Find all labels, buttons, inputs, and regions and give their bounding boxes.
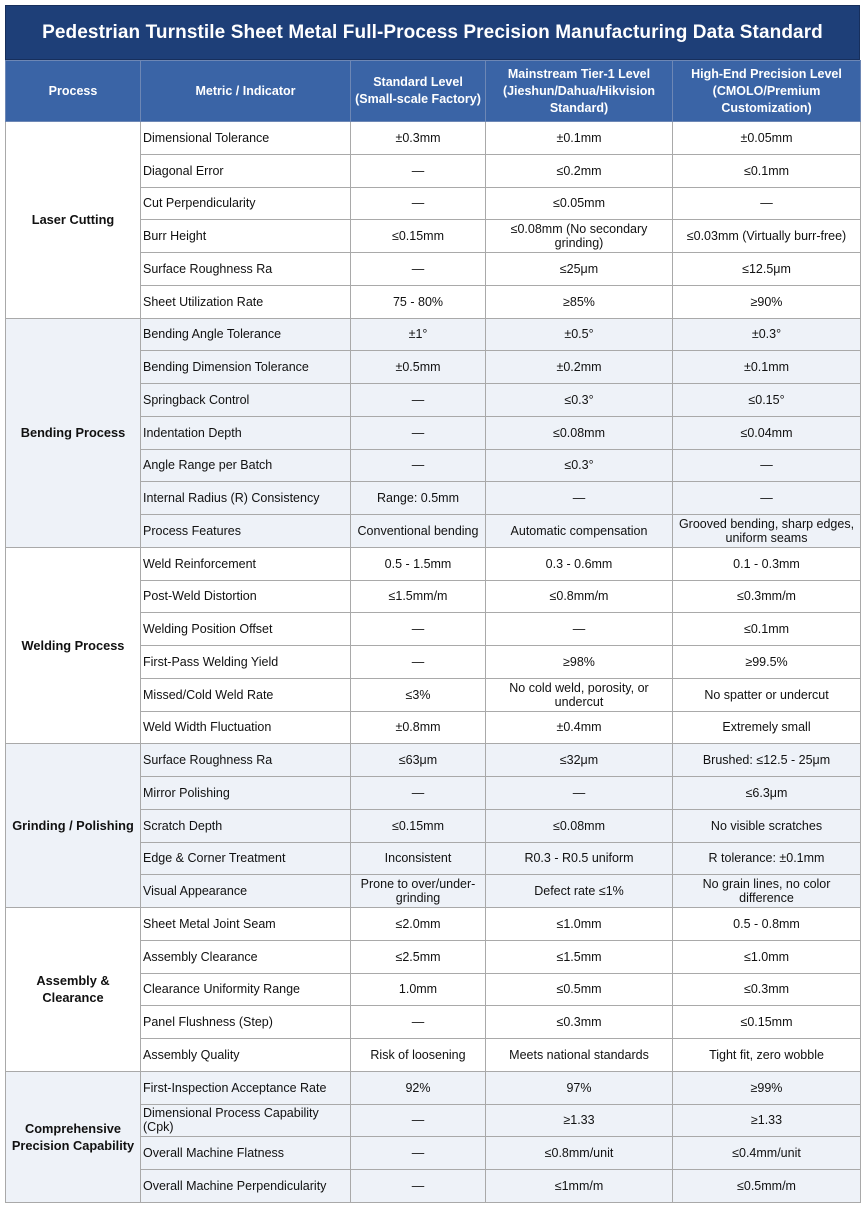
metric-cell: Post-Weld Distortion xyxy=(141,580,351,613)
highend-level-cell: — xyxy=(673,482,861,515)
metric-cell: Dimensional Process Capability (Cpk) xyxy=(141,1104,351,1137)
metric-cell: Dimensional Tolerance xyxy=(141,122,351,155)
metric-cell: Sheet Utilization Rate xyxy=(141,285,351,318)
highend-level-cell: ≥99.5% xyxy=(673,646,861,679)
mainstream-level-cell: Meets national standards xyxy=(486,1039,673,1072)
metric-cell: Clearance Uniformity Range xyxy=(141,973,351,1006)
header-highend-level: High-End Precision Level (CMOLO/Premium Customization) xyxy=(673,61,861,122)
process-group xyxy=(6,1071,861,1202)
metric-cell: Weld Reinforcement xyxy=(141,547,351,580)
highend-level-cell: R tolerance: ±0.1mm xyxy=(673,842,861,875)
standard-level-cell: ±1° xyxy=(351,318,486,351)
mainstream-level-cell: ≥85% xyxy=(486,285,673,318)
metric-cell: Surface Roughness Ra xyxy=(141,253,351,286)
table-row xyxy=(6,318,861,351)
highend-level-cell: ≤0.1mm xyxy=(673,613,861,646)
mainstream-level-cell: 97% xyxy=(486,1071,673,1104)
standard-level-cell: Prone to over/under-grinding xyxy=(351,875,486,908)
highend-level-cell: 0.5 - 0.8mm xyxy=(673,908,861,941)
mainstream-level-cell: ≤32μm xyxy=(486,744,673,777)
highend-level-cell: Extremely small xyxy=(673,711,861,744)
process-group xyxy=(6,547,861,744)
metric-cell: Overall Machine Flatness xyxy=(141,1137,351,1170)
metric-cell: Bending Angle Tolerance xyxy=(141,318,351,351)
header-metric: Metric / Indicator xyxy=(141,61,351,122)
metric-cell: Weld Width Fluctuation xyxy=(141,711,351,744)
process-group xyxy=(6,908,861,1072)
metric-cell: Surface Roughness Ra xyxy=(141,744,351,777)
highend-level-cell: ≤0.3mm xyxy=(673,973,861,1006)
highend-level-cell: ±0.1mm xyxy=(673,351,861,384)
standard-level-cell: 92% xyxy=(351,1071,486,1104)
process-name-cell: Bending Process xyxy=(6,318,141,547)
mainstream-level-cell: ≤1.0mm xyxy=(486,908,673,941)
highend-level-cell: — xyxy=(673,187,861,220)
standard-level-cell: Conventional bending xyxy=(351,515,486,548)
standard-level-cell: — xyxy=(351,416,486,449)
standard-level-cell: Range: 0.5mm xyxy=(351,482,486,515)
standard-level-cell: ±0.5mm xyxy=(351,351,486,384)
highend-level-cell: — xyxy=(673,449,861,482)
standard-level-cell: — xyxy=(351,154,486,187)
header-mainstream-level: Mainstream Tier-1 Level (Jieshun/Dahua/Hikvision Standard) xyxy=(486,61,673,122)
mainstream-level-cell: ≤0.3° xyxy=(486,449,673,482)
document-title: Pedestrian Turnstile Sheet Metal Full-Process Precision Manufacturing Data Standard xyxy=(5,5,860,60)
process-name-cell: Laser Cutting xyxy=(6,122,141,319)
standard-level-cell: — xyxy=(351,1006,486,1039)
highend-level-cell: ≤0.15mm xyxy=(673,1006,861,1039)
highend-level-cell: ≤1.0mm xyxy=(673,940,861,973)
mainstream-level-cell: ±0.4mm xyxy=(486,711,673,744)
highend-level-cell: No grain lines, no color difference xyxy=(673,875,861,908)
highend-level-cell: ≤0.1mm xyxy=(673,154,861,187)
process-name-cell: Grinding / Polishing xyxy=(6,744,141,908)
metric-cell: Assembly Clearance xyxy=(141,940,351,973)
standard-level-cell: — xyxy=(351,187,486,220)
mainstream-level-cell: ≤0.5mm xyxy=(486,973,673,1006)
standard-level-cell: ≤1.5mm/m xyxy=(351,580,486,613)
highend-level-cell: ≤0.03mm (Virtually burr-free) xyxy=(673,220,861,253)
mainstream-level-cell: ≤25μm xyxy=(486,253,673,286)
metric-cell: Scratch Depth xyxy=(141,809,351,842)
highend-level-cell: ±0.05mm xyxy=(673,122,861,155)
mainstream-level-cell: ≤0.08mm xyxy=(486,809,673,842)
table-row xyxy=(6,744,861,777)
standard-level-cell: ≤2.5mm xyxy=(351,940,486,973)
highend-level-cell: ≥1.33 xyxy=(673,1104,861,1137)
process-group xyxy=(6,122,861,319)
mainstream-level-cell: — xyxy=(486,613,673,646)
metric-cell: Diagonal Error xyxy=(141,154,351,187)
standard-level-cell: Risk of loosening xyxy=(351,1039,486,1072)
precision-standard-table xyxy=(5,60,861,1203)
metric-cell: Cut Perpendicularity xyxy=(141,187,351,220)
table-row xyxy=(6,1071,861,1104)
standard-level-cell: — xyxy=(351,449,486,482)
standard-level-cell: — xyxy=(351,646,486,679)
mainstream-level-cell: ≤0.8mm/unit xyxy=(486,1137,673,1170)
metric-cell: Sheet Metal Joint Seam xyxy=(141,908,351,941)
metric-cell: Panel Flushness (Step) xyxy=(141,1006,351,1039)
mainstream-level-cell: ≤1.5mm xyxy=(486,940,673,973)
header-row xyxy=(6,61,861,122)
highend-level-cell: ±0.3° xyxy=(673,318,861,351)
process-name-cell: Comprehensive Precision Capability xyxy=(6,1071,141,1202)
standard-level-cell: ≤63μm xyxy=(351,744,486,777)
highend-level-cell: Tight fit, zero wobble xyxy=(673,1039,861,1072)
standard-level-cell: ≤2.0mm xyxy=(351,908,486,941)
highend-level-cell: No spatter or undercut xyxy=(673,678,861,711)
metric-cell: Visual Appearance xyxy=(141,875,351,908)
mainstream-level-cell: ≤0.08mm (No secondary grinding) xyxy=(486,220,673,253)
mainstream-level-cell: ±0.2mm xyxy=(486,351,673,384)
highend-level-cell: 0.1 - 0.3mm xyxy=(673,547,861,580)
standard-level-cell: — xyxy=(351,613,486,646)
mainstream-level-cell: ≤0.08mm xyxy=(486,416,673,449)
standard-level-cell: ≤3% xyxy=(351,678,486,711)
metric-cell: Angle Range per Batch xyxy=(141,449,351,482)
header-process: Process xyxy=(6,61,141,122)
mainstream-level-cell: Defect rate ≤1% xyxy=(486,875,673,908)
metric-cell: Edge & Corner Treatment xyxy=(141,842,351,875)
mainstream-level-cell: ≤0.3° xyxy=(486,384,673,417)
mainstream-level-cell: 0.3 - 0.6mm xyxy=(486,547,673,580)
process-name-cell: Assembly & Clearance xyxy=(6,908,141,1072)
standard-level-cell: ≤0.15mm xyxy=(351,809,486,842)
highend-level-cell: ≤0.4mm/unit xyxy=(673,1137,861,1170)
mainstream-level-cell: ≤0.2mm xyxy=(486,154,673,187)
highend-level-cell: Brushed: ≤12.5 - 25μm xyxy=(673,744,861,777)
table-row xyxy=(6,122,861,155)
standard-level-cell: — xyxy=(351,1170,486,1203)
process-name-cell: Welding Process xyxy=(6,547,141,744)
table-row xyxy=(6,547,861,580)
standard-level-cell: — xyxy=(351,253,486,286)
metric-cell: Process Features xyxy=(141,515,351,548)
highend-level-cell: ≤0.04mm xyxy=(673,416,861,449)
process-group xyxy=(6,744,861,908)
metric-cell: Welding Position Offset xyxy=(141,613,351,646)
metric-cell: Bending Dimension Tolerance xyxy=(141,351,351,384)
standard-level-cell: ±0.3mm xyxy=(351,122,486,155)
mainstream-level-cell: ≥98% xyxy=(486,646,673,679)
mainstream-level-cell: ≥1.33 xyxy=(486,1104,673,1137)
highend-level-cell: ≤0.5mm/m xyxy=(673,1170,861,1203)
mainstream-level-cell: — xyxy=(486,482,673,515)
standard-level-cell: 0.5 - 1.5mm xyxy=(351,547,486,580)
mainstream-level-cell: ≤0.3mm xyxy=(486,1006,673,1039)
mainstream-level-cell: — xyxy=(486,777,673,810)
standard-level-cell: — xyxy=(351,1104,486,1137)
standard-level-cell: 1.0mm xyxy=(351,973,486,1006)
metric-cell: Mirror Polishing xyxy=(141,777,351,810)
highend-level-cell: ≤0.15° xyxy=(673,384,861,417)
metric-cell: First-Pass Welding Yield xyxy=(141,646,351,679)
standard-level-cell: ±0.8mm xyxy=(351,711,486,744)
metric-cell: First-Inspection Acceptance Rate xyxy=(141,1071,351,1104)
standard-level-cell: ≤0.15mm xyxy=(351,220,486,253)
metric-cell: Burr Height xyxy=(141,220,351,253)
highend-level-cell: ≥99% xyxy=(673,1071,861,1104)
metric-cell: Springback Control xyxy=(141,384,351,417)
mainstream-level-cell: R0.3 - R0.5 uniform xyxy=(486,842,673,875)
highend-level-cell: No visible scratches xyxy=(673,809,861,842)
highend-level-cell: ≤12.5μm xyxy=(673,253,861,286)
standard-level-cell: — xyxy=(351,777,486,810)
header-standard-level: Standard Level (Small-scale Factory) xyxy=(351,61,486,122)
metric-cell: Indentation Depth xyxy=(141,416,351,449)
mainstream-level-cell: ±0.5° xyxy=(486,318,673,351)
table-row xyxy=(6,908,861,941)
mainstream-level-cell: No cold weld, porosity, or undercut xyxy=(486,678,673,711)
standard-level-cell: 75 - 80% xyxy=(351,285,486,318)
metric-cell: Missed/Cold Weld Rate xyxy=(141,678,351,711)
standard-level-cell: — xyxy=(351,384,486,417)
standard-level-cell: Inconsistent xyxy=(351,842,486,875)
standard-level-cell: — xyxy=(351,1137,486,1170)
highend-level-cell: ≤0.3mm/m xyxy=(673,580,861,613)
metric-cell: Overall Machine Perpendicularity xyxy=(141,1170,351,1203)
mainstream-level-cell: ≤0.05mm xyxy=(486,187,673,220)
metric-cell: Internal Radius (R) Consistency xyxy=(141,482,351,515)
highend-level-cell: ≥90% xyxy=(673,285,861,318)
process-group xyxy=(6,318,861,547)
mainstream-level-cell: Automatic compensation xyxy=(486,515,673,548)
mainstream-level-cell: ≤1mm/m xyxy=(486,1170,673,1203)
metric-cell: Assembly Quality xyxy=(141,1039,351,1072)
highend-level-cell: ≤6.3μm xyxy=(673,777,861,810)
mainstream-level-cell: ≤0.8mm/m xyxy=(486,580,673,613)
mainstream-level-cell: ±0.1mm xyxy=(486,122,673,155)
standard-document xyxy=(5,5,860,1203)
highend-level-cell: Grooved bending, sharp edges, uniform seams xyxy=(673,515,861,548)
